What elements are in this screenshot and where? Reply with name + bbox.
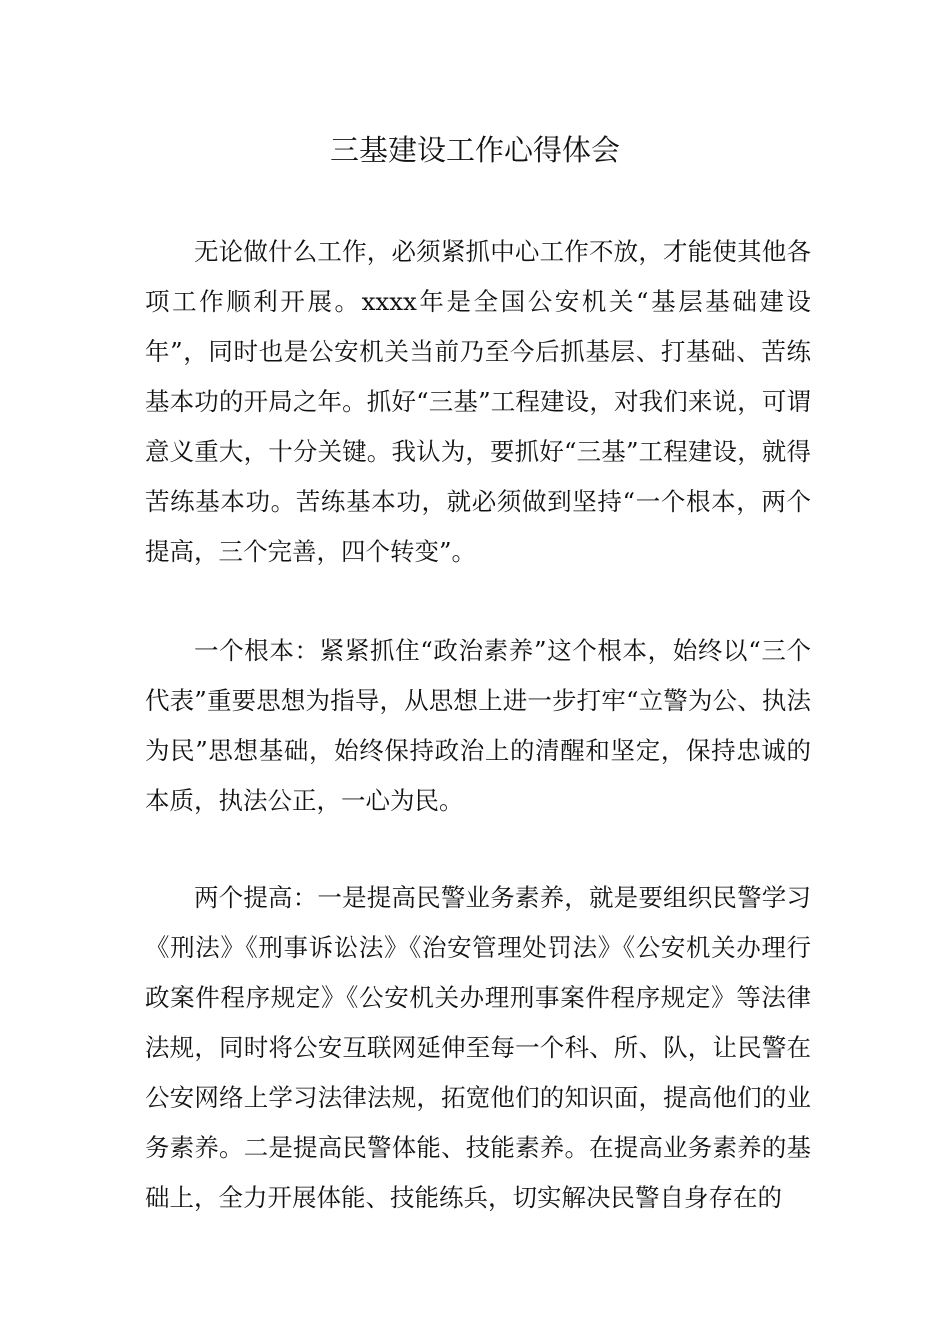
document-title: 三基建设工作心得体会	[329, 133, 620, 167]
paragraph-intro: 无论做什么工作，必须紧抓中心工作不放，才能使其他各项工作顺利开展。xxxx年是全国公安机关“基层基础建设年”，同时也是公安机关当前乃至今后抓基层、打基础、苦练基本功的开局之年。抓好“三基”工程建设，对我们来说，可谓意义重大，十分关键。我认为，要抓好“三基”工程建设，就得苦练基本功。苦练基本功，就必须做到坚持“一个根本，两个提高，三个完善，四个转变”。	[145, 237, 811, 566]
paragraph-two-improvements: 两个提高：一是提高民警业务素养，就是要组织民警学习《刑法》《刑事诉讼法》《治安管理处罚法》《公安机关办理行政案件程序规定》《公安机关办理刑事案件程序规定》等法律法规，同时将公安互联网延伸至每一个科、所、队，让民警在公安网络上学习法律法规，拓宽他们的知识面，提高他们的业务素养。二是提高民警体能、技能素养。在提高业务素养的基础上，全力开展体能、技能练兵，切实解决民警自身存在的	[145, 883, 811, 1212]
paragraph-one-foundation: 一个根本：紧紧抓住“政治素养”这个根本，始终以“三个代表”重要思想为指导，从思想上进一步打牢“立警为公、执法为民”思想基础，始终保持政治上的清醒和坚定，保持忠诚的本质，执法公正，一心为民。	[145, 636, 811, 815]
